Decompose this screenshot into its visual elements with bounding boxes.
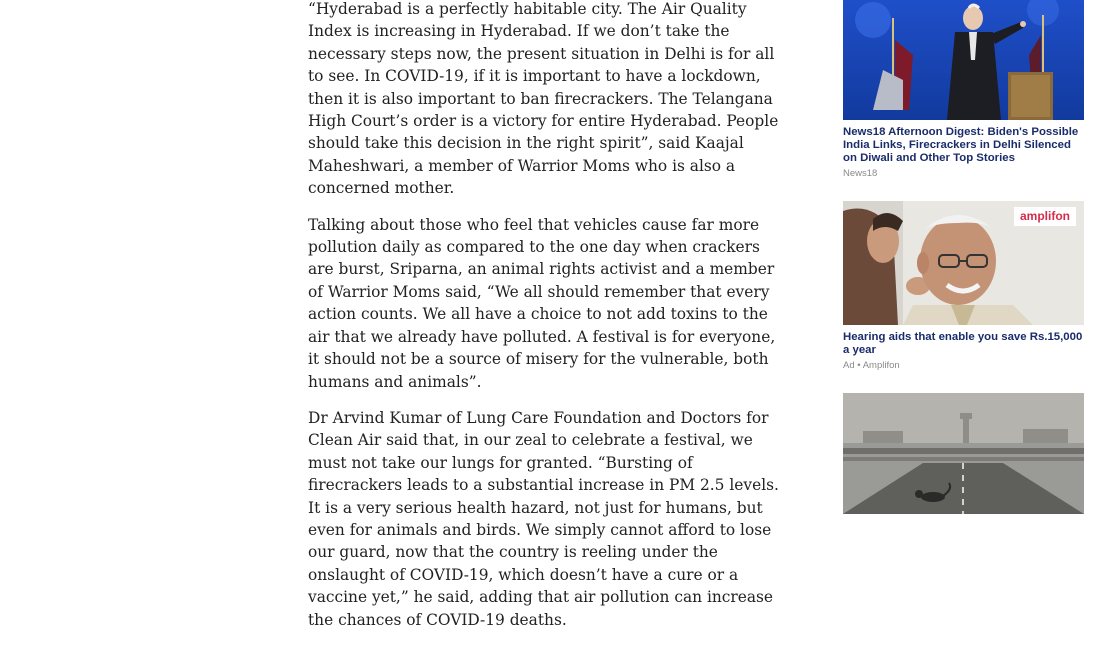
biden-speech-photo: [843, 0, 1084, 120]
amplifon-logo: amplifon: [1014, 207, 1076, 226]
sponsored-card-title[interactable]: Hearing aids that enable you save Rs.15,000 a year: [843, 331, 1083, 356]
smoggy-road-photo: [843, 393, 1084, 514]
article-paragraph-1: “Hyderabad is a perfectly habitable city. The Air Quality Index is increasing in Hyderabad. If we don’t take the necessary steps now, the present situation in Delhi is for all to see. In COVID-19, if it is important to have a lockdown, then it is also important to ban firecrackers. The Telangana High Court’s order is a victory for entire Hyderabad. People should take this decision in the right spirit”, said Kaajal Maheshwari, a member of Warrior Moms who is also a concerned mother.: [308, 0, 779, 198]
smoggy-road-image[interactable]: [843, 393, 1084, 514]
article-body: [308, 0, 788, 645]
biden-speech-image[interactable]: [843, 0, 1084, 120]
hearing-aid-image[interactable]: [843, 201, 1084, 325]
sponsored-card-amplifon[interactable]: [843, 201, 1084, 371]
recommended-card-title[interactable]: News18 Afternoon Digest: Biden's Possible India Links, Firecrackers in Delhi Silenced on Diwali and Other Top Stories: [843, 126, 1079, 164]
article-paragraph-3: Dr Arvind Kumar of Lung Care Foundation and Doctors for Clean Air said that, in our zeal to celebrate a festival, we must not take our lungs for granted. “Bursting of firecrackers leads to a substantial increase in PM 2.5 levels. It is a very serious health hazard, not just for humans, but even for animals and birds. We simply cannot afford to lose our guard, now that the country is reeling under the onslaught of COVID-19, which doesn’t have a cure or a vaccine yet,” he said, adding that air pollution can increase the chances of COVID-19 deaths.: [308, 408, 779, 629]
article-paragraph-2: Talking about those who feel that vehicles cause far more pollution daily as compared to the one day when crackers are burst, Sriparna, an animal rights activist and a member of Warrior Moms said, “We all should remember that every action counts. We all have a choice to not add toxins to the air that we already have polluted. A festival is for everyone, it should not be a source of misery for the vulnerable, both humans and animals”.: [308, 215, 776, 391]
recommended-card-news18-digest[interactable]: [843, 0, 1084, 179]
recommended-card-third[interactable]: [843, 393, 1084, 520]
recommended-card-source: News18: [843, 168, 878, 179]
sponsored-card-source: Ad • Amplifon: [843, 360, 900, 371]
